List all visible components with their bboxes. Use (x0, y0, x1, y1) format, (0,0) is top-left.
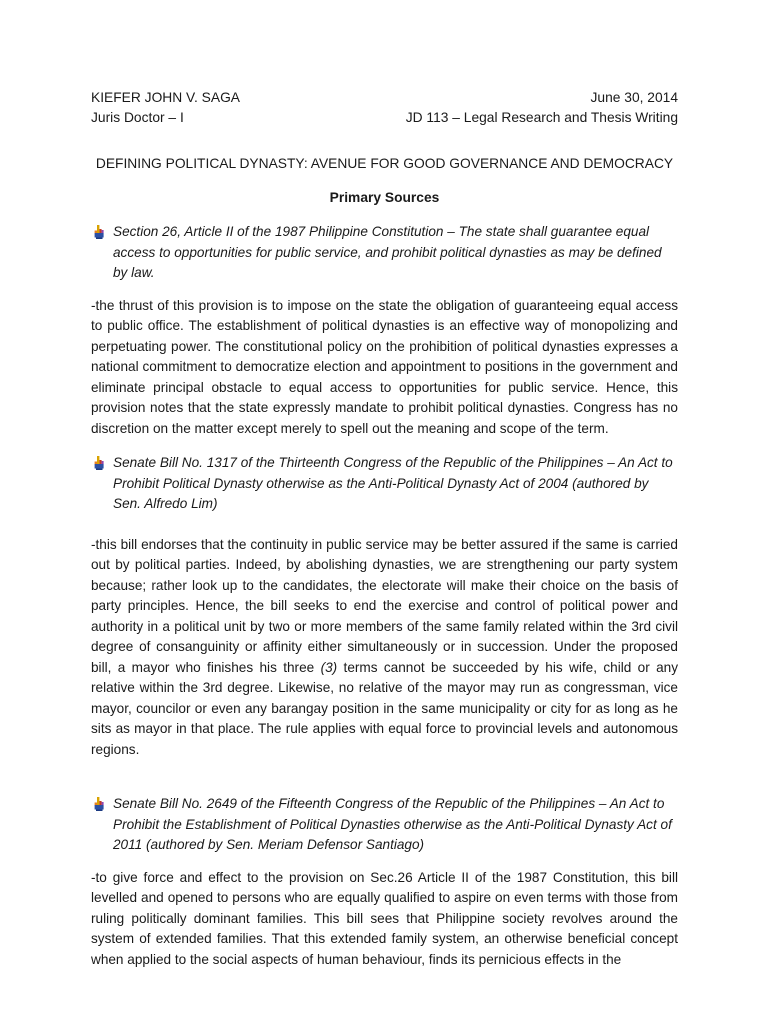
document-title: DEFINING POLITICAL DYNASTY: AVENUE FOR GOOD GOVERNANCE AND DEMOCRACY (95, 156, 674, 171)
course-name: JD 113 – Legal Research and Thesis Writing (405, 110, 678, 125)
program-name: Juris Doctor – I (91, 110, 184, 125)
commentary-2-part-a: -this bill endorses that the continuity in public service may be better assured if the same is carried out by political parties. Indeed, by abolishing dynasties, we are strengthening our party system because; rather look up to the candidates, the electorate will make their choice on the basis of party principles. Hence, the bill seeks to end the exercise and control of political power and authority in a political unit by two or more members of the same family related within the 3rd civil degree of consanguinity or affinity either simultaneously or in succession. Under the proposed bill, a mayor who finishes his three (91, 536, 678, 675)
source-citation-3: Senate Bill No. 2649 of the Fifteenth Congress of the Republic of the Philippines – An Act to Prohibit the Establishment of Political Dynasties otherwise as the Anti-Political Dynasty Act of 2011 (authored by Sen. Meriam Defensor Santiago) (113, 796, 672, 852)
pointer-hand-icon (91, 224, 107, 240)
pointer-hand-icon (91, 455, 107, 471)
source-commentary-1: -the thrust of this provision is to impose on the state the obligation of guaranteeing equal access to public office. The establishment of political dynasties is an effective way of monopolizing and perpetuating power. The constitutional policy on the prohibition of political dynasties expresses a national commitment to democratize election and appointment to positions in the government and eliminate principal obstacle to equal access to opportunities for public service. Hence, this provision notes that the state expressly mandate to prohibit political dynasties. Congress has no discretion on the matter except merely to spell out the meaning and scope of the term. (91, 297, 678, 436)
source-citation-2: Senate Bill No. 1317 of the Thirteenth Congress of the Republic of the Philippines – An Act to Prohibit Political Dynasty otherwise as the Anti-Political Dynasty Act of 2004 (authored by Sen. Alfredo Lim) (113, 455, 673, 511)
source-bullet-3 (91, 794, 678, 856)
commentary-2-count: (3) (320, 659, 338, 675)
commentary-2-part-b: terms cannot be succeeded by his wife, child or any relative within the 3rd degree. Likewise, no relative of the mayor may run as congressman, vice mayor, councilor or even any barangay position in the same municipality or city for as long as he sits as mayor in that place. The rule applies with equal force to provincial levels and autonomous regions. (91, 659, 678, 757)
source-bullet-1 (91, 222, 678, 284)
header-row-2 (91, 108, 678, 128)
section-heading: Primary Sources (329, 190, 440, 205)
document-page (91, 88, 678, 970)
source-commentary-2 (91, 535, 678, 761)
document-date: June 30, 2014 (590, 90, 678, 105)
source-citation-1: Section 26, Article II of the 1987 Philippine Constitution – The state shall guarantee equal access to opportunities for public service, and prohibit political dynasties as may be defined by law. (113, 224, 662, 280)
pointer-hand-icon (91, 796, 107, 812)
source-bullet-2 (91, 453, 678, 515)
author-name: KIEFER JOHN V. SAGA (91, 90, 240, 105)
source-commentary-3: -to give force and effect to the provision on Sec.26 Article II of the 1987 Constitution, this bill levelled and opened to persons who are equally qualified to aspire on even terms with those from ruling politically dominant families. This bill sees that Philippine society revolves around the system of extended families. That this extended family system, an otherwise beneficial concept when applied to the social aspects of human behaviour, finds its pernicious effects in the (91, 869, 678, 967)
header-row-1 (91, 88, 678, 108)
